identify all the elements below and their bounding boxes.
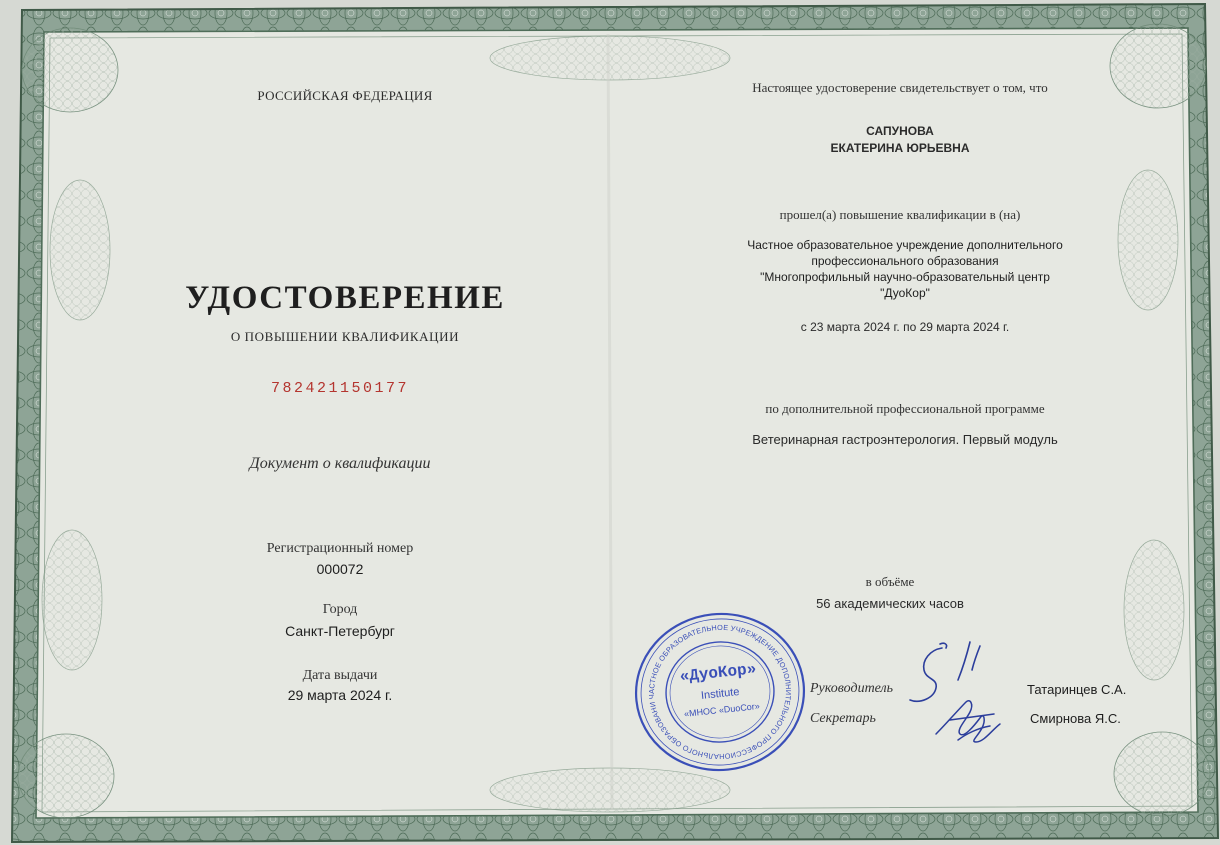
program-name: Ветеринарная гастроэнтерология. Первый модуль [752, 432, 1058, 447]
volume-label: в объёме [865, 574, 915, 589]
passed-text: прошел(а) повышение квалификации в (на) [779, 207, 1021, 222]
holder-surname: САПУНОВА [866, 124, 934, 138]
seal-center-line2: Institute [700, 686, 740, 702]
institution-line: профессионального образования [811, 254, 999, 268]
document-type: Документ о квалификации [249, 455, 431, 472]
secretary-name: Смирнова Я.С. [1030, 711, 1121, 726]
program-label: по дополнительной профессиональной программе [765, 401, 1045, 416]
head-name: Татаринцев С.А. [1027, 682, 1127, 697]
volume-value: 56 академических часов [816, 596, 964, 611]
institution-line: "Многопрофильный научно-образовательный центр [760, 270, 1050, 284]
holder-given-names: ЕКАТЕРИНА ЮРЬЕВНА [830, 141, 970, 155]
city-value: Санкт-Петербург [285, 623, 395, 639]
intro-text: Настоящее удостоверение свидетельствует о том, что [752, 80, 1048, 95]
seal-center-line3: «МНОС «DuoCor» [683, 700, 761, 719]
document-title: УДОСТОВЕРЕНИЕ [185, 280, 505, 316]
document-number: 782421150177 [270, 380, 410, 397]
institution-seal [625, 607, 815, 777]
secretary-signature [930, 690, 1010, 750]
training-period: с 23 марта 2024 г. по 29 марта 2024 г. [800, 320, 1010, 334]
country-heading: РОССИЙСКАЯ ФЕДЕРАЦИЯ [257, 88, 433, 103]
institution-line: Частное образовательное учреждение дополнительного [747, 238, 1063, 252]
seal-ring-text: ЧАСТНОЕ ОБРАЗОВАТЕЛЬНОЕ УЧРЕЖДЕНИЕ ДОПОЛНИТЕЛЬНОГО ПРОФЕССИОНАЛЬНОГО ОБРАЗОВАНИЯ [647, 622, 794, 762]
registration-label: Регистрационный номер [266, 541, 414, 556]
registration-value: 000072 [316, 561, 364, 577]
city-label: Город [322, 602, 358, 617]
document-subtitle: О ПОВЫШЕНИИ КВАЛИФИКАЦИИ [230, 329, 460, 344]
institution-line: "ДуоКор" [880, 286, 930, 300]
head-role-label: Руководитель [810, 681, 894, 696]
seal-center-name: «ДуоКор» [678, 660, 758, 687]
issue-date-label: Дата выдачи [302, 668, 378, 683]
issue-date-value: 29 марта 2024 г. [287, 687, 393, 703]
secretary-role-label: Секретарь [810, 711, 876, 726]
